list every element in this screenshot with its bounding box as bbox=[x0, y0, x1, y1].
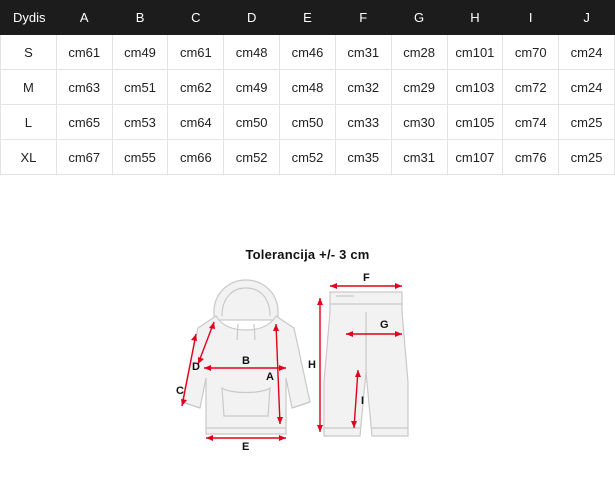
column-header-j: J bbox=[559, 1, 615, 35]
cell-i: cm76 bbox=[503, 140, 559, 175]
cell-i: cm72 bbox=[503, 70, 559, 105]
tolerance-note: Tolerancija +/- 3 cm bbox=[245, 247, 370, 262]
row-size-label: M bbox=[1, 70, 57, 105]
hoodie-label-e: E bbox=[241, 441, 249, 453]
cell-h: cm101 bbox=[447, 35, 503, 70]
pants-label-g: G bbox=[379, 319, 389, 331]
cell-h: cm107 bbox=[447, 140, 503, 175]
column-header-h: H bbox=[447, 1, 503, 35]
row-size-label: S bbox=[1, 35, 57, 70]
column-header-c: C bbox=[168, 1, 224, 35]
hoodie-label-d: D bbox=[191, 361, 200, 373]
cell-e: cm46 bbox=[280, 35, 336, 70]
pants-label-f: F bbox=[362, 272, 370, 284]
table-row bbox=[1, 140, 615, 175]
column-header-b: B bbox=[112, 1, 168, 35]
hoodie-label-c: C bbox=[175, 385, 184, 397]
cell-j: cm25 bbox=[559, 105, 615, 140]
cell-g: cm29 bbox=[391, 70, 447, 105]
cell-a: cm67 bbox=[56, 140, 112, 175]
cell-f: cm33 bbox=[335, 105, 391, 140]
table-header-row bbox=[1, 1, 615, 35]
column-header-e: E bbox=[280, 1, 336, 35]
cell-e: cm48 bbox=[280, 70, 336, 105]
table-row bbox=[1, 105, 615, 140]
cell-c: cm66 bbox=[168, 140, 224, 175]
cell-d: cm48 bbox=[224, 35, 280, 70]
cell-b: cm49 bbox=[112, 35, 168, 70]
column-header-i: I bbox=[503, 1, 559, 35]
column-header-g: G bbox=[391, 1, 447, 35]
cell-j: cm24 bbox=[559, 35, 615, 70]
cell-i: cm70 bbox=[503, 35, 559, 70]
cell-d: cm52 bbox=[224, 140, 280, 175]
cell-c: cm64 bbox=[168, 105, 224, 140]
cell-f: cm31 bbox=[335, 35, 391, 70]
column-header-a: A bbox=[56, 1, 112, 35]
cell-b: cm55 bbox=[112, 140, 168, 175]
cell-a: cm65 bbox=[56, 105, 112, 140]
cell-h: cm103 bbox=[447, 70, 503, 105]
cell-b: cm51 bbox=[112, 70, 168, 105]
table-header bbox=[1, 1, 615, 35]
size-chart-table bbox=[0, 0, 615, 175]
cell-e: cm52 bbox=[280, 140, 336, 175]
cell-d: cm49 bbox=[224, 70, 280, 105]
cell-f: cm32 bbox=[335, 70, 391, 105]
cell-b: cm53 bbox=[112, 105, 168, 140]
pants-illustration bbox=[308, 272, 408, 436]
cell-a: cm61 bbox=[56, 35, 112, 70]
column-header-size: Dydis bbox=[1, 1, 57, 35]
cell-g: cm31 bbox=[391, 140, 447, 175]
table-row bbox=[1, 35, 615, 70]
row-size-label: XL bbox=[1, 140, 57, 175]
pants-label-i: I bbox=[360, 395, 364, 407]
row-size-label: L bbox=[1, 105, 57, 140]
cell-f: cm35 bbox=[335, 140, 391, 175]
cell-j: cm24 bbox=[559, 70, 615, 105]
cell-g: cm30 bbox=[391, 105, 447, 140]
garment-illustrations bbox=[158, 272, 458, 462]
cell-c: cm61 bbox=[168, 35, 224, 70]
column-header-f: F bbox=[335, 1, 391, 35]
measurement-diagram bbox=[0, 272, 615, 462]
cell-c: cm62 bbox=[168, 70, 224, 105]
cell-i: cm74 bbox=[503, 105, 559, 140]
pants-label-h: H bbox=[307, 359, 316, 371]
cell-h: cm105 bbox=[447, 105, 503, 140]
cell-e: cm50 bbox=[280, 105, 336, 140]
cell-g: cm28 bbox=[391, 35, 447, 70]
column-header-d: D bbox=[224, 1, 280, 35]
cell-j: cm25 bbox=[559, 140, 615, 175]
hoodie-label-b: B bbox=[241, 355, 250, 367]
cell-d: cm50 bbox=[224, 105, 280, 140]
cell-a: cm63 bbox=[56, 70, 112, 105]
table-row bbox=[1, 70, 615, 105]
hoodie-label-a: A bbox=[265, 371, 274, 383]
hoodie-illustration bbox=[176, 280, 310, 453]
table-body bbox=[1, 35, 615, 175]
